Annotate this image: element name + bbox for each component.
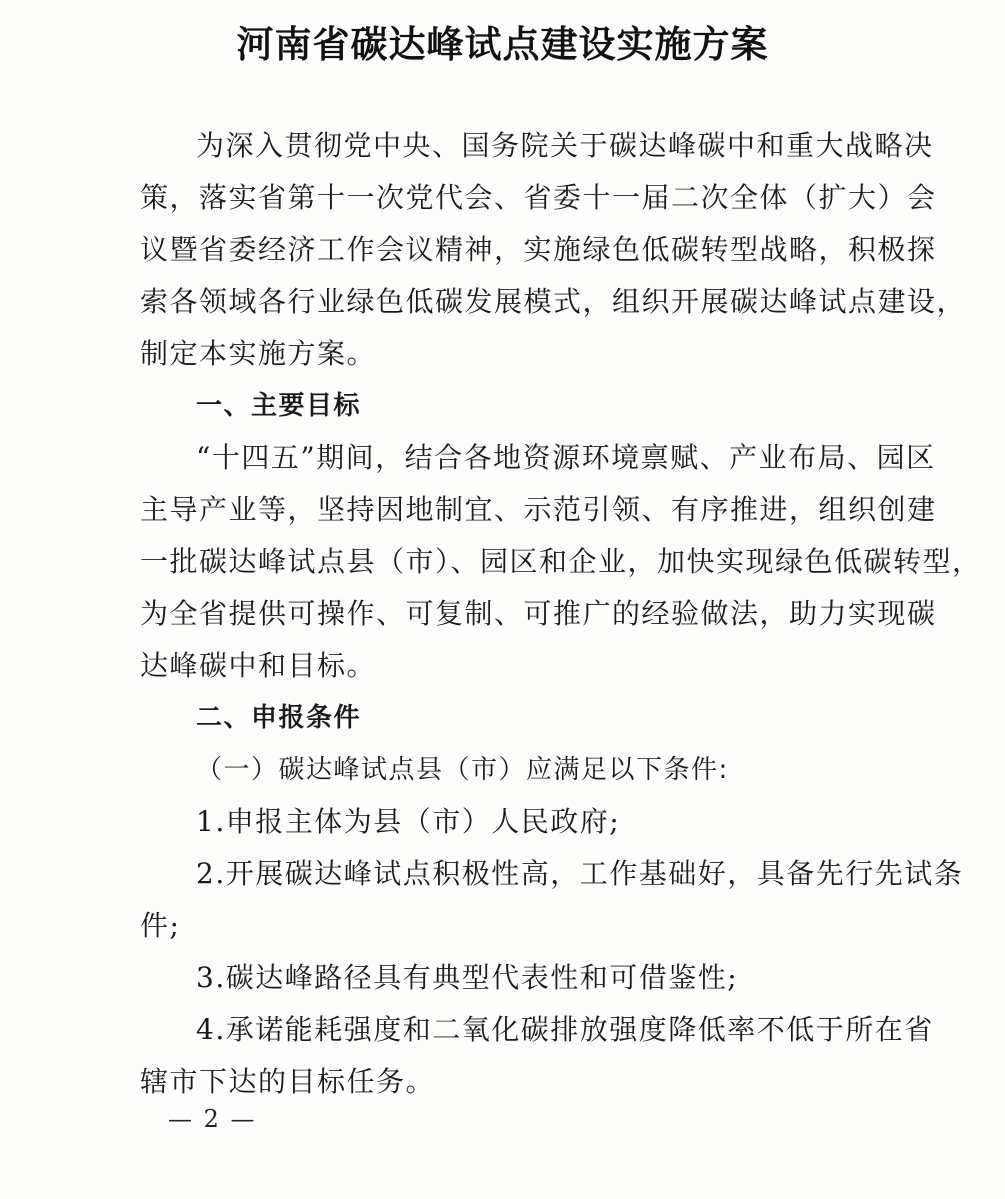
main-goals-paragraph xyxy=(140,432,982,692)
section-heading-application-conditions: 二、申报条件 xyxy=(196,703,362,733)
page-number: — 2 — xyxy=(168,1105,257,1133)
text-line: 议暨省委经济工作会议精神，实施绿色低碳转型战略，积极探 xyxy=(140,233,937,266)
sub-heading-pilot-county: （一）碳达峰试点县（市）应满足以下条件: xyxy=(196,755,729,785)
text-line: 达峰碳中和目标。 xyxy=(140,649,377,682)
condition-item-4 xyxy=(140,1004,934,1108)
text-line: 为深入贯彻党中央、国务院关于碳达峰碳中和重大战略决 xyxy=(196,129,934,162)
text-line: 主导产业等，坚持因地制宜、示范引领、有序推进，组织创建 xyxy=(140,493,937,526)
text-line: 件; xyxy=(140,909,181,942)
text-line: 索各领域各行业绿色低碳发展模式，组织开展碳达峰试点建设， xyxy=(140,285,967,318)
text-line: 制定本实施方案。 xyxy=(140,337,377,370)
text-line: 策，落实省第十一次党代会、省委十一届二次全体（扩大）会 xyxy=(140,181,937,214)
document-body xyxy=(140,120,982,1108)
condition-item-3 xyxy=(140,952,905,1004)
condition-item-2 xyxy=(140,848,964,952)
condition-item-1 xyxy=(140,796,905,848)
text-line: 4.承诺能耗强度和二氧化碳排放强度降低率不低于所在省 xyxy=(196,1013,934,1046)
text-line: 2.开展碳达峰试点积极性高，工作基础好，具备先行先试条 xyxy=(196,857,964,890)
text-line: “十四五”期间，结合各地资源环境禀赋、产业布局、园区 xyxy=(196,441,936,474)
text-line: 辖市下达的目标任务。 xyxy=(140,1065,436,1098)
text-line: 1.申报主体为县（市）人民政府; xyxy=(196,805,621,838)
intro-paragraph xyxy=(140,120,967,380)
section-heading-main-goals: 一、主要目标 xyxy=(196,391,362,421)
document-title: 河南省碳达峰试点建设实施方案 xyxy=(236,22,769,66)
text-line: 为全省提供可操作、可复制、可推广的经验做法，助力实现碳 xyxy=(140,597,937,630)
text-line: 3.碳达峰路径具有典型代表性和可借鉴性; xyxy=(196,961,739,994)
text-line: 一批碳达峰试点县（市）、园区和企业，加快实现绿色低碳转型， xyxy=(140,545,982,578)
